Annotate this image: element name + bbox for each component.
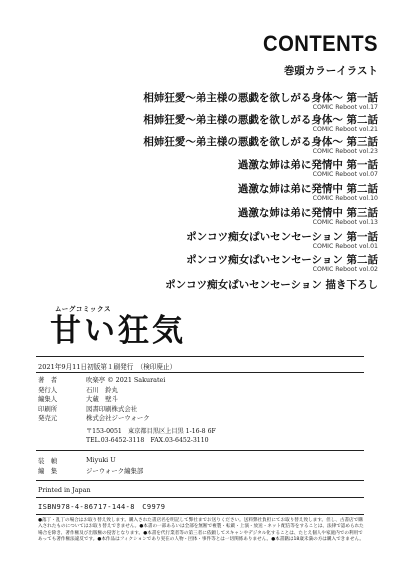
toc-entry-title: 過激な姉は弟に発情中 第三話 [237, 207, 378, 219]
toc-entry-source: COMIC Reboot vol.17 [312, 104, 378, 111]
toc-entry [165, 279, 378, 291]
credit-value: 図書印刷株式会社 [86, 404, 138, 413]
toc-entry [238, 207, 378, 227]
contents-heading: CONTENTS [263, 31, 378, 56]
toc-entry-source: COMIC Reboot vol.13 [312, 219, 378, 226]
toc-entry [238, 159, 378, 179]
toc-entry-title: 巻頭カラーイラスト [283, 65, 378, 77]
divider [36, 372, 364, 373]
credit-value: 株式会社ジーウォーク [86, 414, 150, 423]
divider [36, 514, 364, 515]
publisher-phone: TEL.03-6452-3118 FAX.03-6452-3110 [86, 437, 209, 444]
toc-entry-title: ポンコツ痴女ぱいセンセーション 描き下ろし [165, 279, 378, 291]
toc-entry [238, 183, 378, 203]
toc-entry-title: ポンコツ痴女ぱいセンセーション 第二話 [186, 254, 378, 266]
divider [36, 497, 364, 498]
credit-label: 著 者 [38, 376, 58, 384]
isbn-code: ISBN978-4-86717-144-8 C9979 [38, 503, 166, 511]
toc-entry [143, 92, 378, 112]
toc-entry [143, 114, 378, 134]
legal-notice: ●落丁・乱丁の場合はお取り替え致します。購入された書店名を明記して弊社までお送りください。送料弊社負担にてお取り替え致します。但し、古書店で購入されたものについてはお取り替えできません。●本書の一部あるいは全部を無断で複製・転載・上演・放送・ネット配信等をすることは、法律で認められた場合を除き、著作権及び出版権の侵害となります。●本書を代行業者等の第三者に依頼してスキャンやデジタル化することは、たとえ個人や家庭内での利用であっても著作権法違反です。●本作品はフィクションであり実在の人物・団体・事件等とは一切関係ありません。●本書籍は18歳未満の方は購入できません。 [38, 518, 364, 542]
toc-entry [284, 65, 378, 77]
credit-value: 吹楽亭 © 2021 Sakuratei [86, 376, 166, 384]
credit-label: 編集人 [38, 395, 58, 404]
printed-in: Printed in Japan [38, 486, 91, 494]
toc-entry-title: 相姉狂愛〜弟主様の悪戯を欲しがる身体〜 第一話 [143, 92, 378, 104]
toc-entry-title: 相姉狂愛〜弟主様の悪戯を欲しがる身体〜 第三話 [143, 136, 378, 148]
toc-entry-source: COMIC Reboot vol.02 [312, 266, 378, 273]
credit-label: 編 集 [38, 466, 58, 475]
toc-entry-source: COMIC Reboot vol.21 [312, 126, 378, 133]
credit-row [38, 404, 364, 414]
credit-value: 大蔵 壁斗 [86, 395, 118, 404]
credit-label: 発行人 [38, 385, 58, 394]
credits-table-secondary [38, 456, 364, 475]
book-title: 甘い狂気 [50, 313, 186, 349]
credit-label: 発売元 [38, 414, 58, 423]
toc-entry-title: 相姉狂愛〜弟主様の悪戯を欲しがる身体〜 第二話 [143, 114, 378, 126]
credit-row [38, 375, 364, 385]
divider [36, 480, 364, 481]
toc-entry-source: COMIC Reboot vol.01 [312, 243, 378, 250]
toc-entry-title: 過激な姉は弟に発情中 第一話 [237, 159, 378, 171]
publisher-address: 〒153-0051 東京都目黒区上目黒 1-16-8 6F [86, 428, 216, 435]
credit-row [38, 456, 364, 466]
credit-row [38, 466, 364, 476]
divider [36, 356, 364, 357]
credits-table [38, 375, 364, 423]
credit-value: Miyuki U [86, 456, 116, 464]
credit-row [38, 394, 364, 404]
toc-entry-source: COMIC Reboot vol.23 [312, 148, 378, 155]
credit-row [38, 413, 364, 423]
credit-row [38, 385, 364, 395]
toc-entry [143, 136, 378, 156]
divider [36, 450, 364, 451]
toc-entry-source: COMIC Reboot vol.07 [312, 171, 378, 178]
edition-line: 2021年9月11日初版第１刷発行 （検印廃止） [38, 363, 177, 371]
credit-value: ジーウォーク編集部 [86, 466, 144, 475]
toc-entry-title: 過激な姉は弟に発情中 第二話 [237, 183, 378, 195]
imprint-label: ムーグコミックス [55, 305, 112, 313]
credit-label: 印刷所 [38, 404, 58, 413]
toc-entry-source: COMIC Reboot vol.10 [312, 195, 378, 202]
toc-entry-title: ポンコツ痴女ぱいセンセーション 第一話 [186, 231, 378, 243]
toc-entry [186, 254, 378, 274]
credit-value: 石川 鈴丸 [86, 385, 118, 394]
credit-label: 装 幀 [38, 457, 58, 465]
toc-entry [186, 231, 378, 251]
